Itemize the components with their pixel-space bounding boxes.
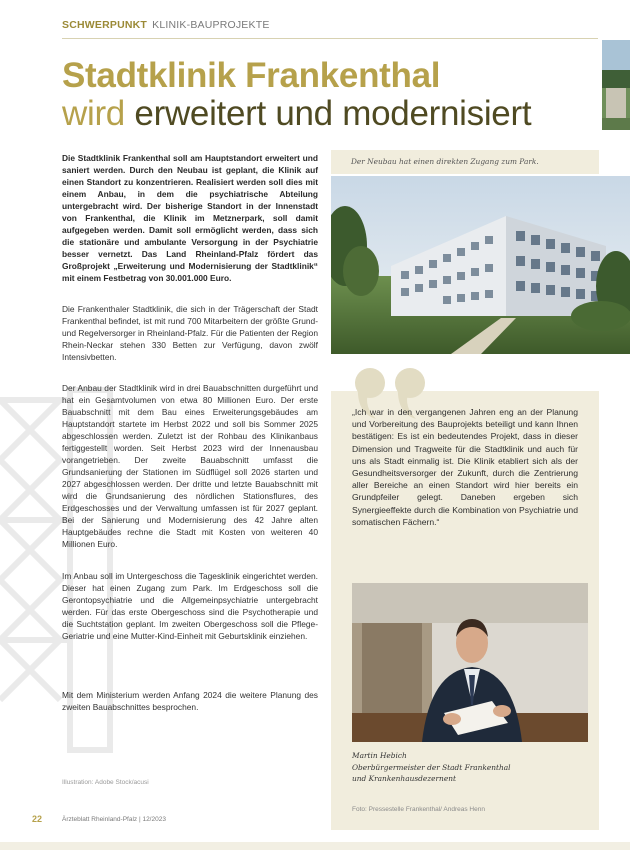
footer-band bbox=[0, 842, 630, 850]
title-line-2 bbox=[62, 96, 582, 131]
quote-text: „Ich war in den vergangenen Jahren eng an der Planung und Vorbereitung des Bauprojekts beteiligt und kann Ihnen bestätigen: Es ist ein bedeutendes Projekt, dass in dieser Dimension und Tragweite für die Stadtklinik und auch für uns als Stadt einmalig ist. Die Klinik etabliert sich als der Gesundheitsversorger der Zukunft, durch die Zentrierung aller Bereiche an einen Standort wird hier bereits ein Grundpfeiler gelegt. Daneben ergeben sich Synergieeffekte durch die Kombination von Psychiatrie und somatischen Fächern.“ bbox=[352, 407, 578, 527]
article-title bbox=[62, 58, 582, 131]
quote-author bbox=[352, 750, 588, 785]
hero-caption-bar bbox=[331, 150, 599, 174]
section-label: SCHWERPUNKT bbox=[62, 19, 148, 31]
subsection-label: KLINIK-BAUPROJEKTE bbox=[152, 19, 270, 31]
author-role-line-1: Oberbürgermeister der Stadt Frankenthal bbox=[352, 762, 511, 772]
illustration-credit: Illustration: Adobe Stock/acusi bbox=[62, 779, 149, 786]
title-line-1: Stadtklinik Frankenthal bbox=[62, 56, 441, 95]
author-role-line-2: und Krankenhausdezernent bbox=[352, 774, 456, 783]
header-divider bbox=[62, 38, 598, 39]
hero-caption: Der Neubau hat einen direkten Zugang zum Park. bbox=[351, 157, 539, 166]
edge-photo bbox=[602, 40, 630, 130]
article-paragraph-4: Mit dem Ministerium werden Anfang 2024 die weitere Planung des zweiten Bauabschnittes besprochen. bbox=[62, 690, 318, 712]
title-word-wird: wird bbox=[62, 94, 125, 133]
article-paragraph-3: Im Anbau soll im Untergeschoss die Tagesklinik eingerichtet werden. Dieser hat einen Zugang zum Park. Im Erdgeschoss soll die Gerontopsychiatrie und die Allgemeinpsychiatrie untergebracht werden. Für das erste Obergeschoss sind die Psychotherapie und die Suchtstation geplant. Im zweiten Obergeschoss soll die Pflege-Geriatrie und eine Mutter-Kind-Einheit mit Geburtsklinik einziehen. bbox=[62, 571, 318, 641]
section-kicker bbox=[62, 19, 270, 31]
page-number: 22 bbox=[32, 814, 43, 824]
hero-building-image bbox=[331, 176, 630, 354]
article-lead: Die Stadtklinik Frankenthal soll am Hauptstandort erweitert und saniert werden. Durch den Neubau ist geplant, die Klinik auf einen Standort zu konzentrieren. Realisiert werden soll dies mit einem Anbau, in dem die psychiatrische Abteilung untergebracht wird. Der bisherige Standort in der Innenstadt von Frankenthal, die Klinik im Metznerpark, soll damit aufgegeben werden. Damit soll ermöglicht werden, dass sich die stationäre und ambulante Versorgung in der Psychiatrie besser vernetzt. Das Land Rheinland-Pfalz fördert das Großprojekt „Erweiterung und Modernisierung der Stadtklinik“ mit einem Festbetrag von 30.001.000 Euro. bbox=[62, 153, 318, 283]
author-name: Martin Hebich bbox=[352, 751, 407, 760]
article-paragraph-2: Der Anbau der Stadtklinik wird in drei Bauabschnitten durgeführt und hat ein Gesamtvolumen von etwa 80 Millionen Euro. Der erste Bauabschnitt mit dem Bau eines Erweiterungsgebäudes am Hauptstandort startete im Herbst 2022 und soll bis Sommer 2025 abgeschlossen werden. Zuletzt ist der Rohbau des Klinikanbaus fertiggestellt worden. Seit Herbst 2023 wird der Innenausbau vorangetrieben. Der zweite Bauabschnitt umfasst die Grundsanierung der Stationen im Südflügel soll 2026 starten und 2027 abgeschlossen werden. Der dritte und letzte Bauabschnitt mit wird die Grundsanierung des nördlichen Stationsflures, des Erdgeschosses und der Verwaltung umfassen ist für 2027 geplant. Bei der Sanierung und Modernisierung des 42 Jahre alten Hauptgebäudes rechne die Stadt mit Kosten von weiteren 40 Millionen Euro. bbox=[62, 383, 318, 549]
magazine-issue: Ärzteblatt Rheinland-Pfalz | 12/2023 bbox=[62, 816, 166, 823]
title-line-2-rest: erweitert und modernisiert bbox=[134, 94, 532, 133]
portrait-photo bbox=[352, 583, 588, 742]
article-paragraph-1: Die Frankenthaler Stadtklinik, die sich in der Trägerschaft der Stadt Frankenthal befindet, ist mit rund 700 Mitarbeitern der größte Grund- und Regelversorger in Rheinland-Pfalz. Für die Patienten der Region Rhein-Neckar stehen 330 Betten zur Verfügung, davon zwölf Intensivbetten. bbox=[62, 304, 318, 362]
photo-credit: Foto: Pressestelle Frankenthal/ Andreas Henn bbox=[352, 806, 485, 813]
